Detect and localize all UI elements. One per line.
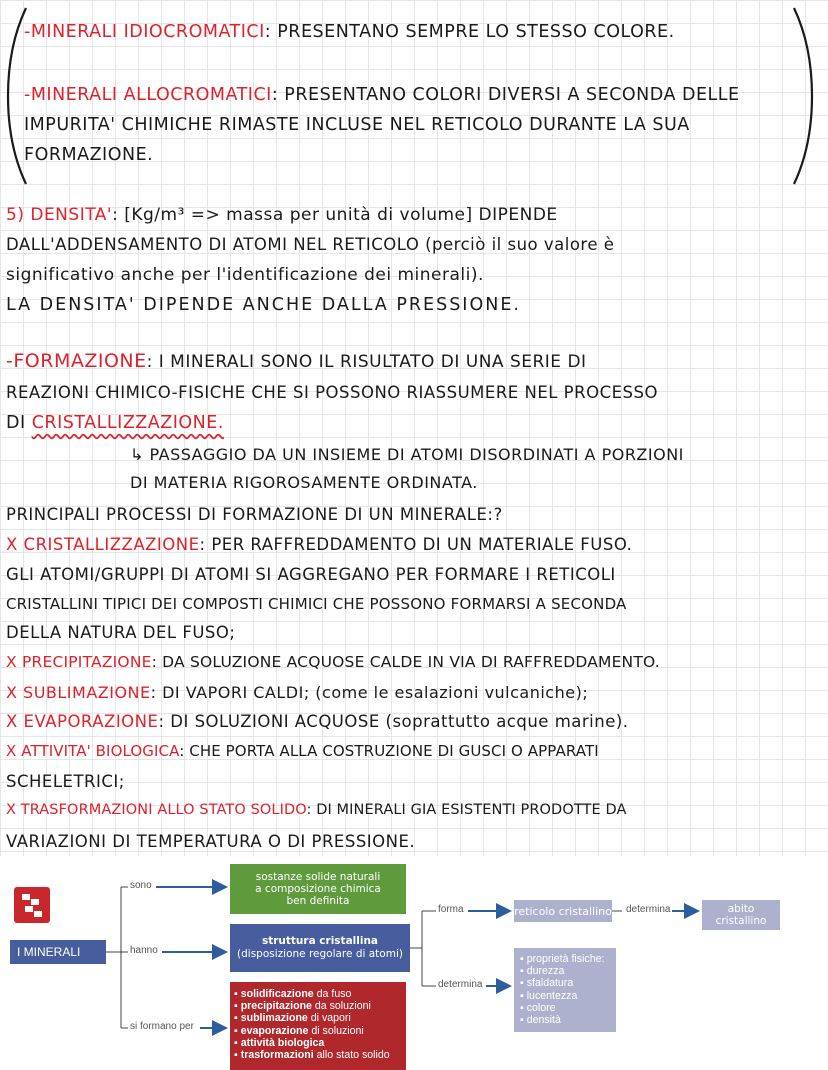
def-formazione: : I MINERALI SONO IL RISULTATO DI UNA SERIE DI: [146, 352, 587, 372]
node-proprieta: [514, 948, 616, 1032]
processo-item: [234, 1049, 402, 1061]
term-precipitazione: X PRECIPITAZIONE: [6, 653, 152, 671]
sostanze-line-3: ben definita: [286, 895, 350, 907]
term-sublimazione: X SUBLIMAZIONE: [6, 683, 151, 702]
edge-label-hanno: hanno: [130, 945, 158, 956]
note-line-6: DALL'ADDENSAMENTO DI ATOMI NEL RETICOLO (perciò il suo valore è: [6, 235, 615, 254]
note-evaporazione: [6, 712, 629, 731]
edge-label-forma: forma: [438, 904, 464, 915]
processo-item: [234, 1025, 402, 1037]
node-struttura: [230, 924, 410, 972]
edge-label-determina-2: determina: [626, 904, 671, 915]
note-cristallizzazione-process: [6, 535, 632, 554]
processo-bold: precipitazione: [240, 1000, 312, 1013]
sostanze-line-2: a composizione chimica: [255, 883, 381, 895]
note-line-14: PRINCIPALI PROCESSI DI FORMAZIONE DI UN MINERALE:?: [6, 505, 503, 524]
edge-label-sono: sono: [130, 880, 152, 891]
term-densita: 5) DENSITA': [6, 205, 113, 225]
sostanze-line-1: sostanze solide naturali: [255, 871, 381, 883]
edge-label-formano: si formano per: [130, 1021, 194, 1032]
processo-item: [234, 1037, 402, 1049]
note-line-11-prefix: DI: [6, 413, 32, 433]
def-idiocromatici: : PRESENTANO SEMPRE LO STESSO COLORE.: [264, 22, 675, 42]
processo-text: allo stato solido: [313, 1049, 390, 1062]
note-line-4: FORMAZIONE.: [24, 145, 154, 165]
abito-line-1: abito: [727, 903, 755, 915]
note-line-8: LA DENSITA' DIPENDE ANCHE DALLA PRESSIONE.: [6, 295, 521, 315]
note-precipitazione: [6, 653, 660, 671]
def-cristallizzazione-process: : PER RAFFREDDAMENTO DI UN MATERIALE FUSO.: [199, 535, 633, 554]
def-attivita-biologica: : CHE PORTA ALLA COSTRUZIONE DI GUSCI O APPARATI: [179, 742, 599, 760]
term-trasformazioni: X TRASFORMAZIONI ALLO STATO SOLIDO: [6, 802, 307, 818]
processo-bold: attività biologica: [240, 1036, 325, 1049]
note-line-12: ↳ PASSAGGIO DA UN INSIEME DI ATOMI DISORDINATI A PORZIONI: [130, 445, 684, 464]
right-bracket-icon: [790, 6, 816, 186]
note-line-18: DELLA NATURA DEL FUSO;: [6, 623, 236, 642]
term-formazione: -FORMAZIONE: [6, 350, 147, 372]
def-densita: : [Kg/m³ => massa per unità di volume] DIPENDE: [112, 205, 558, 225]
term-idiocromatici: -MINERALI IDIOCROMATICI: [24, 22, 265, 42]
def-allocromatici: : PRESENTANO COLORI DIVERSI A SECONDA DELLE: [271, 85, 740, 105]
proprieta-item: ▪ sfaldatura: [520, 977, 610, 989]
diagram-logo: [14, 887, 50, 923]
proprieta-item: ▪ durezza: [520, 965, 610, 977]
processo-text: di vapori: [307, 1012, 351, 1025]
abito-line-2: cristallino: [715, 915, 767, 927]
note-line-11: [6, 413, 224, 433]
term-allocromatici: -MINERALI ALLOCROMATICI: [24, 85, 272, 105]
proprieta-item: ▪ densità: [520, 1014, 610, 1026]
puzzle-icon: [14, 887, 50, 923]
term-cristallizzazione-process: X CRISTALLIZZAZIONE: [6, 535, 200, 554]
reticolo-label: reticolo cristallino: [514, 904, 612, 918]
node-abito: [702, 900, 780, 930]
processo-item: [234, 988, 402, 1000]
term-evaporazione: X EVAPORAZIONE: [6, 712, 159, 731]
processo-text: di soluzioni: [308, 1024, 364, 1037]
note-formazione: [6, 350, 587, 372]
node-processi: [230, 982, 406, 1070]
note-densita: [6, 205, 558, 225]
processo-bold: evaporazione: [240, 1024, 309, 1037]
node-sostanze: [230, 864, 406, 914]
edge-label-determina-1: determina: [438, 979, 483, 990]
note-line-16: GLI ATOMI/GRUPPI DI ATOMI SI AGGREGANO PER FORMARE I RETICOLI: [6, 565, 616, 584]
note-line-23: SCHELETRICI;: [6, 772, 125, 791]
note-line-10: REAZIONI CHIMICO-FISICHE CHE SI POSSONO RIASSUMERE NEL PROCESSO: [6, 383, 658, 402]
note-allocromatici: [24, 85, 740, 105]
note-idiocromatici: [24, 22, 675, 42]
diagram-connectors: [0, 856, 828, 1070]
def-precipitazione: : DA SOLUZIONE ACQUOSE CALDE IN VIA DI RAFFREDDAMENTO.: [151, 653, 660, 671]
term-cristallizzazione: CRISTALLIZZAZIONE.: [31, 413, 224, 433]
root-label: I MINERALI: [17, 945, 81, 959]
processo-bold: trasformazioni: [240, 1049, 314, 1062]
struttura-title: struttura cristallina: [261, 935, 379, 947]
node-reticolo: [514, 900, 612, 922]
def-sublimazione: : DI VAPORI CALDI; (come le esalazioni vulcaniche);: [150, 683, 589, 702]
note-line-25: VARIAZIONI DI TEMPERATURA O DI PRESSIONE.: [6, 832, 416, 851]
note-attivita-biologica: [6, 742, 599, 760]
processo-text: da soluzioni: [311, 1000, 371, 1013]
note-line-7: significativo anche per l'identificazione dei minerali).: [6, 265, 484, 285]
note-line-13: DI MATERIA RIGOROSAMENTE ORDINATA.: [130, 473, 478, 492]
proprieta-item: ▪ colore: [520, 1002, 610, 1014]
processo-item: [234, 1000, 402, 1012]
struttura-sub: (disposizione regolare di atomi): [237, 948, 403, 960]
root-node-minerali: [10, 940, 106, 964]
note-line-17: CRISTALLINI TIPICI DEI COMPOSTI CHIMICI CHE POSSONO FORMARSI A SECONDA: [6, 595, 627, 613]
proprieta-item: ▪ lucentezza: [520, 990, 610, 1002]
processo-bold: solidificazione: [240, 988, 314, 1000]
def-trasformazioni: : DI MINERALI GIA ESISTENTI PRODOTTE DA: [306, 802, 627, 818]
note-sublimazione: [6, 683, 588, 702]
processo-bold: sublimazione: [240, 1012, 308, 1025]
term-attivita-biologica: X ATTIVITA' BIOLOGICA: [6, 742, 180, 760]
processo-item: [234, 1012, 402, 1024]
def-evaporazione: : DI SOLUZIONI ACQUOSE (soprattutto acque marine).: [158, 712, 629, 731]
concept-diagram: [0, 856, 828, 1070]
processo-text: da fuso: [313, 988, 352, 1000]
note-line-3: IMPURITA' CHIMICHE RIMASTE INCLUSE NEL RETICOLO DURANTE LA SUA: [24, 115, 690, 135]
proprieta-title: ▪ proprietà fisiche:: [520, 953, 610, 965]
note-trasformazioni: [6, 802, 627, 818]
